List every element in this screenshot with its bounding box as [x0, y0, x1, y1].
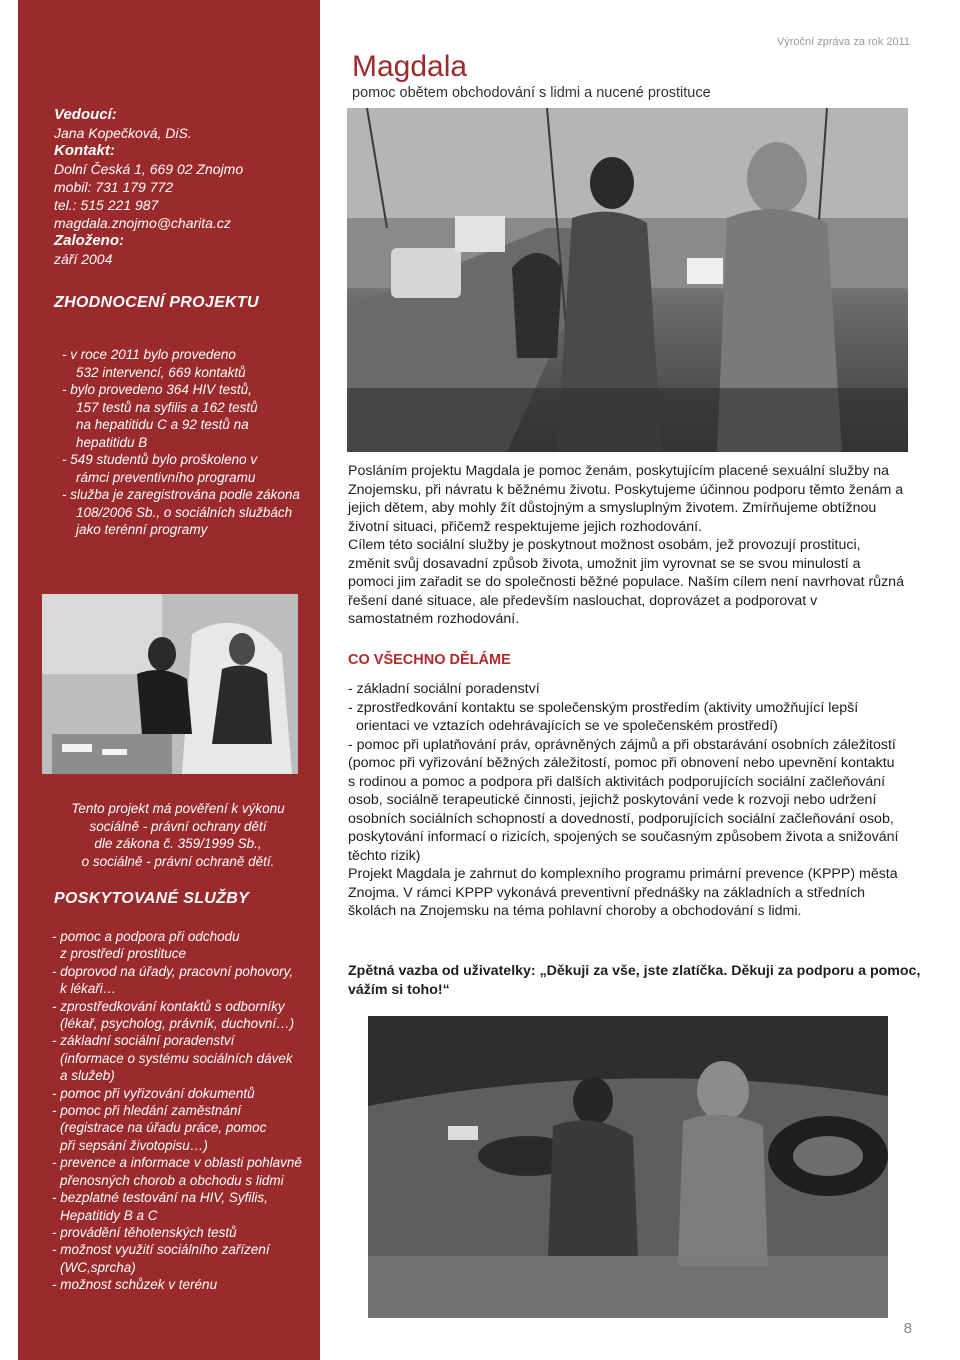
service-line: přenosných chorob a obchodu s lidmi — [60, 1172, 284, 1188]
decree-line: Tento projekt má pověření k výkonu — [71, 801, 285, 816]
services-heading: POSKYTOVANÉ SLUŽBY — [54, 890, 250, 907]
service-line: - možnost schůzek v terénu — [52, 1277, 218, 1293]
what-line: s rodinou a pomoc a podpora při dalších aktivitách podporujících sociální začleňování — [348, 773, 886, 790]
decree-line: o sociálně - právní ochraně dětí. — [81, 853, 275, 869]
service-line: - pomoc při hledání zaměstnání — [52, 1103, 242, 1119]
mission-line: řešení dané situace, ale především naslouchat, doprovázet a podporovat v — [348, 592, 818, 609]
decree-notice — [68, 800, 288, 870]
feedback-line: vážím si toho!“ — [348, 981, 450, 998]
user-feedback — [348, 962, 921, 999]
email: magdala.znojmo@charita.cz — [54, 215, 231, 231]
service-line: - pomoc při vyřizování dokumentů — [52, 1085, 255, 1101]
evaluation-line: 532 intervencí, 669 kontaktů — [76, 364, 246, 380]
evaluation-line: 108/2006 Sb., o sociálních službách — [76, 504, 293, 520]
mission-text — [348, 462, 908, 629]
what-line: těchto rizik) — [348, 847, 421, 864]
field-work-photo — [368, 1016, 888, 1318]
evaluation-line: hepatitidu B — [76, 434, 148, 450]
mission-line: životní situaci, přičemž respektujeme jejich rozhodování. — [348, 518, 703, 535]
evaluation-line: - služba je zaregistrována podle zákona — [62, 487, 300, 502]
what-we-do-text — [348, 680, 908, 921]
decree-line: dle zákona č. 359/1999 Sb., — [94, 836, 262, 851]
service-line: (WC,sprcha) — [60, 1259, 136, 1275]
counseling-photo-illustration — [42, 594, 298, 774]
what-line: orientaci ve vztazích odehrávajících se ve společenském prostředí) — [356, 718, 778, 734]
what-line: - základní sociální poradenství — [348, 681, 540, 697]
service-line: k lékaři… — [60, 981, 117, 997]
service-line: Hepatitidy B a C — [60, 1207, 158, 1223]
what-line: školách na Znojemsku na téma pohlavní choroby a obchodování s lidmi. — [348, 903, 802, 919]
service-line: z prostředí prostituce — [60, 946, 187, 962]
page-number: 8 — [903, 1320, 912, 1337]
telephone: tel.: 515 221 987 — [54, 197, 159, 213]
evaluation-heading: ZHODNOCENÍ PROJEKTU — [54, 294, 259, 311]
mobile: mobil: 731 179 772 — [54, 179, 174, 195]
services-list — [52, 928, 322, 1294]
mission-line: pomoci jim zařadit se do společnosti běžné populace. Naším cílem není navrhovat různá — [348, 574, 904, 590]
founded-label: Založeno: — [54, 232, 124, 249]
page-subtitle: pomoc obětem obchodování s lidmi a nucené prostituce — [352, 85, 711, 101]
contact-label: Kontakt: — [54, 142, 115, 159]
service-line: (informace o systému sociálních dávek — [60, 1050, 293, 1066]
evaluation-line: - 549 studentů bylo proškoleno v — [62, 452, 258, 467]
service-line: - prevence a informace v oblasti pohlavně — [52, 1155, 302, 1171]
service-line: - provádění těhotenských testů — [52, 1224, 237, 1240]
evaluation-line: 157 testů na syfilis a 162 testů — [76, 399, 258, 415]
what-line: Projekt Magdala je zahrnut do komplexního programu primární prevence (KPPP) města — [348, 866, 898, 882]
evaluation-list — [62, 346, 322, 539]
service-line: - zprostředkování kontaktů s odborníky — [52, 998, 285, 1014]
annual-report-label: Výroční zpráva za rok 2011 — [776, 36, 910, 48]
what-line: osobních sociálních schopností a dovedností, podporujících sociální začleňování osob, — [348, 810, 894, 827]
service-line: - možnost využití sociálního zařízení — [52, 1242, 270, 1258]
what-line: Znojma. V rámci KPPP vykonává preventivní přednášky na základních a středních — [348, 884, 866, 901]
founded-value: září 2004 — [54, 251, 113, 267]
mission-line: samostatném rozhodování. — [348, 611, 520, 627]
mission-line: Cílem této sociální služby je poskytnout možnost osobám, jež provozují prostituci, — [348, 537, 861, 553]
page-title: Magdala — [352, 50, 468, 83]
service-line: - pomoc a podpora při odchodu — [52, 929, 240, 944]
evaluation-line: na hepatitidu C a 92 testů na — [76, 417, 249, 432]
counseling-photo — [42, 594, 298, 774]
what-line: (pomoc při vyřizování běžných záležitostí, pomoc při obnovení nebo upevnění kontaktu — [348, 755, 895, 771]
what-we-do-heading: CO VŠECHNO DĚLÁME — [348, 652, 511, 668]
mission-line: jejich dětem, aby mohly žít důstojným a smysluplným životem. Zmírňujeme obtížnou — [348, 500, 877, 516]
mission-line: změnit svůj dosavadní způsob života, umožnit jim vyrovnat se se svou minulostí a — [348, 555, 861, 572]
service-line: a služeb) — [60, 1068, 115, 1084]
feedback-line: Zpětná vazba od uživatelky: „Děkuji za vše, jste zlatíčka. Děkuji za podporu a pomoc, — [348, 963, 921, 979]
address: Dolní Česká 1, 669 02 Znojmo — [54, 161, 244, 177]
evaluation-line: rámci preventivního programu — [76, 469, 256, 485]
left-sidebar — [18, 0, 320, 1360]
service-line: (registrace na úřadu práce, pomoc — [60, 1120, 267, 1136]
evaluation-line: - v roce 2011 bylo provedeno — [62, 347, 236, 362]
service-line: - doprovod na úřady, pracovní pohovory, — [52, 963, 294, 979]
evaluation-line: jako terénní programy — [76, 522, 208, 537]
street-outreach-photo — [347, 108, 908, 452]
what-line: osob, sociálně terapeutické činnosti, jejichž poskytování vede k rozvoji nebo udržení — [348, 792, 877, 808]
mission-line: Posláním projektu Magdala je pomoc ženám, poskytujícím placené sexuální služby na — [348, 463, 889, 479]
head-value: Jana Kopečková, DiS. — [54, 125, 192, 141]
head-label: Vedoucí: — [54, 106, 117, 123]
decree-line: sociálně - právní ochrany dětí — [89, 818, 267, 834]
mission-line: Znojemsku, při návratu k běžnému životu. Poskytujeme účinnou podporu těmto ženám a — [348, 481, 904, 498]
evaluation-line: - bylo provedeno 364 HIV testů, — [62, 382, 252, 397]
service-line: - bezplatné testování na HIV, Syfilis, — [52, 1190, 268, 1206]
service-line: - základní sociální poradenství — [52, 1033, 235, 1049]
street-outreach-illustration — [347, 108, 908, 452]
what-line: poskytování informací o rizicích, spojených se současným způsobem života a snižování — [348, 829, 899, 845]
service-line: při sepsání životopisu…) — [60, 1137, 208, 1153]
what-line: - pomoc při uplatňování práv, oprávněných zájmů a při obstarávání osobních záležitostí — [348, 736, 896, 753]
what-line: - zprostředkování kontaktu se společenským prostředím (aktivity umožňující lepší — [348, 699, 859, 716]
contact-block — [54, 106, 243, 268]
service-line: (lékař, psycholog, právník, duchovní…) — [60, 1016, 295, 1032]
field-work-illustration — [368, 1016, 888, 1318]
